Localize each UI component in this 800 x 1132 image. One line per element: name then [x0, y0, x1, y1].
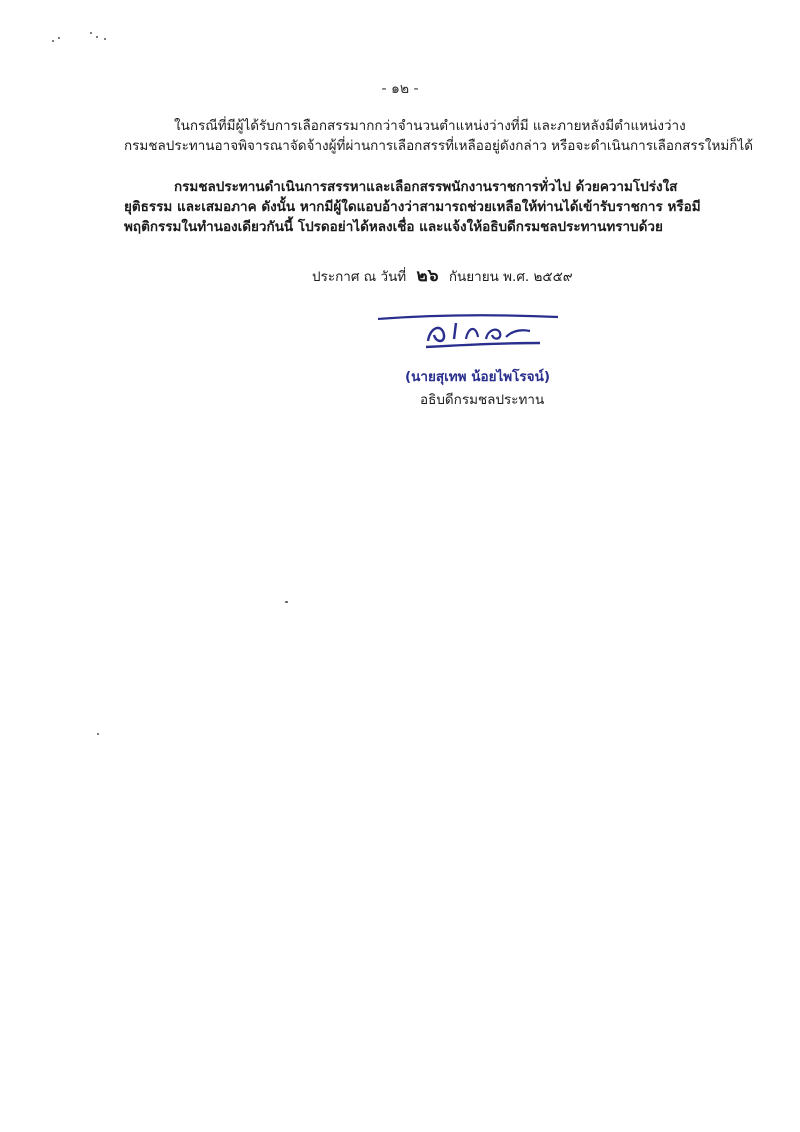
paragraph-line: ในกรณีที่มีผู้ได้รับการเลือกสรรมากกว่าจำนวนตำแหน่งว่างที่มี และภายหลังมีตำแหน่งว่าง — [174, 118, 686, 134]
handwritten-signature — [370, 305, 570, 355]
scan-speck — [52, 40, 54, 42]
paragraph-line: กรมชลประทานดำเนินการสรรหาและเลือกสรรพนักงานราชการทั่วไป ด้วยความโปร่งใส — [174, 179, 678, 195]
scan-speck — [96, 36, 98, 38]
scan-speck — [104, 38, 106, 40]
paragraph-line: กรมชลประทานอาจพิจารณาจัดจ้างผู้ที่ผ่านการเลือกสรรที่เหลืออยู่ดังกล่าว หรือจะดำเนินการเลือกสรรใหม่ก็ได้ — [124, 138, 754, 154]
scan-speck — [90, 32, 92, 34]
paragraph-transparency-notice — [124, 177, 764, 237]
announcement-prefix: ประกาศ ณ วันที่ — [312, 269, 407, 285]
scan-speck — [58, 37, 60, 39]
scan-speck — [285, 601, 288, 603]
announcement-month-year: กันยายน พ.ศ. ๒๕๕๙ — [448, 269, 573, 285]
announcement-day: ๒๖ — [416, 266, 439, 286]
signer-name: (นายสุเทพ น้อยไพโรจน์) — [405, 369, 550, 385]
paragraph-selection-notice — [124, 116, 764, 156]
announcement-date — [312, 262, 573, 289]
paragraph-line: พฤติกรรมในทำนองเดียวกันนี้ โปรดอย่าได้หลงเชื่อ และแจ้งให้อธิบดีกรมชลประทานทราบด้วย — [124, 219, 663, 235]
scan-speck — [97, 733, 99, 735]
paragraph-line: ยุติธรรม และเสมอภาค ดังนั้น หากมีผู้ใดแอบอ้างว่าสามารถช่วยเหลือให้ท่านได้เข้ารับราชการ หรือมี — [124, 199, 701, 215]
page-number: - ๑๒ - — [381, 81, 419, 97]
signer-title: อธิบดีกรมชลประทาน — [420, 392, 545, 408]
